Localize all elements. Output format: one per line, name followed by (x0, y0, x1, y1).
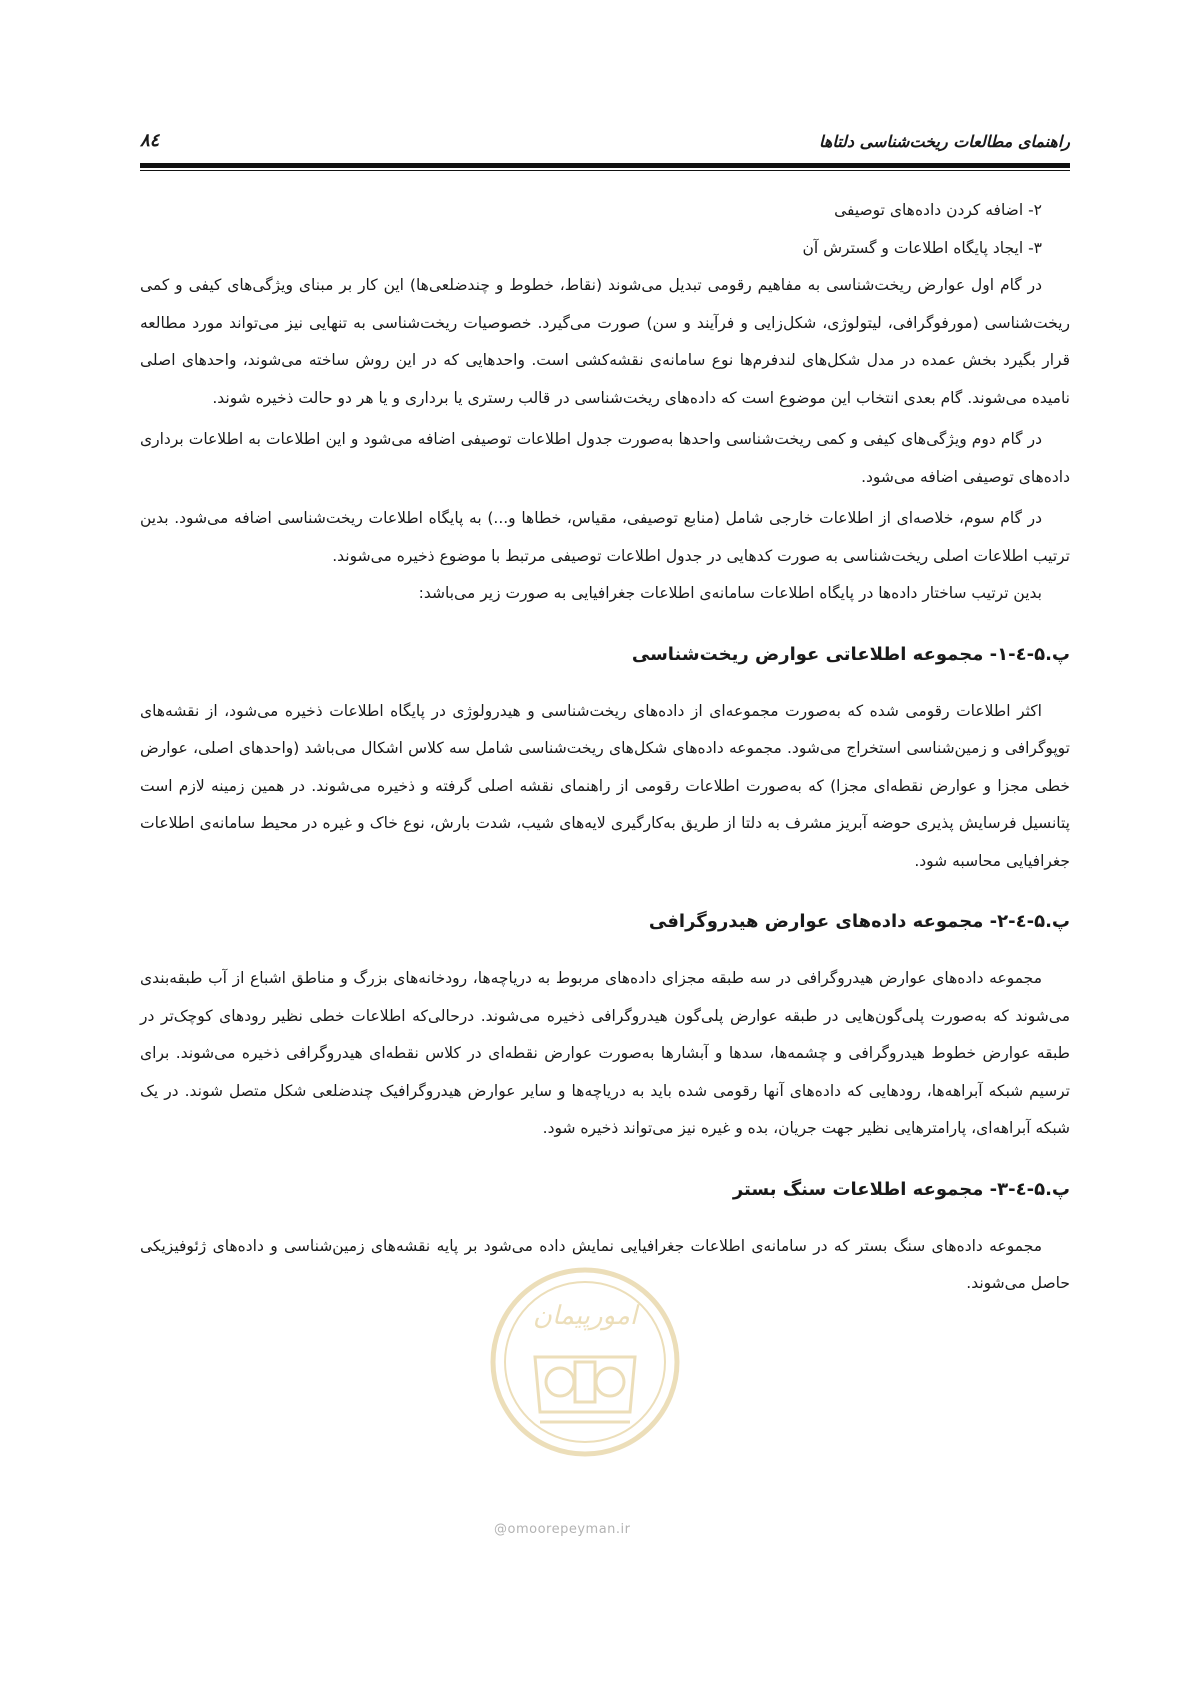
page-number: ۸٤ (140, 130, 160, 151)
paragraph: در گام دوم ویژگی‌های کیفی و کمی ریخت‌شناسی واحدها به‌صورت جدول اطلاعات توصیفی اضافه می‌شود و این اطلاعات به اطلاعات برداری داده‌های توصیفی اضافه می‌شود. (140, 430, 1070, 486)
header-rule-thin (140, 170, 1070, 171)
paragraph: مجموعه داده‌های سنگ بستر که در سامانه‌ی اطلاعات جغرافیایی نمایش داده می‌شود بر پایه نقشه‌های زمین‌شناسی و داده‌های ژئوفیزیکی حاصل می‌شوند. (140, 1236, 1070, 1292)
paragraph: اکثر اطلاعات رقومی شده که به‌صورت مجموعه‌ای از داده‌های ریخت‌شناسی و هیدرولوژی در پایگاه اطلاعات ذخیره می‌شود، از نقشه‌های توپوگرافی و زمین‌شناسی استخراج می‌شود. مجموعه داده‌های شکل‌های ریخت‌شناسی شامل سه کلاس اشکال می‌باشد (واحدهای اصلی، عوارض خطی مجزا و عوارض نقطه‌ای مجزا) که به‌صورت اطلاعات رقومی از راهنمای نقشه اصلی گرفته و ذخیره می‌شوند. در همین زمینه لازم است پتانسیل فرسایش پذیری حوضه آبریز مشرف به دلتا از طریق به‌کارگیری لایه‌های شیب، شدت بارش، نوع خاک و غیره در محیط سامانه‌ی اطلاعات جغرافیایی محاسبه شود. (140, 701, 1070, 870)
body-text (140, 192, 1070, 1303)
at-icon: @ (494, 1522, 508, 1537)
header-title: راهنمای مطالعات ریخت‌شناسی دلتاها (819, 132, 1070, 151)
paragraph: بدین ترتیب ساختار داده‌ها در پایگاه اطلاعات سامانه‌ی اطلاعات جغرافیایی به صورت زیر می‌باشد: (418, 584, 1042, 602)
section-heading: پ.۵-٤-۳- مجموعه اطلاعات سنگ بستر (732, 1178, 1070, 1200)
header-rule-thick (140, 163, 1070, 168)
list-item: ۲- اضافه کردن داده‌های توصیفی (834, 201, 1042, 219)
section-heading: پ.۵-٤-۱- مجموعه اطلاعاتی عوارض ریخت‌شناسی (631, 643, 1070, 665)
running-header (140, 126, 1070, 162)
list-item: ۳- ایجاد پایگاه اطلاعات و گسترش آن (802, 238, 1042, 257)
watermark-site: @omoorepeyman.ir (494, 1522, 631, 1537)
watermark-logo-text: امورپیمان (532, 1301, 638, 1331)
section-heading: پ.۵-٤-۲- مجموعه داده‌های عوارض هیدروگرافی (648, 911, 1070, 932)
paragraph: مجموعه داده‌های عوارض هیدروگرافی در سه طبقه مجزای داده‌های مربوط به دریاچه‌ها، رودخانه‌های بزرگ و مناطق اشباع از آب طبقه‌بندی می‌شوند که به‌صورت پلی‌گون‌هایی در طبقه عوارض پلی‌گون هیدروگرافی ذخیره می‌شوند. درحالی‌که اطلاعات خطی نظیر رودهای کوچک‌تر در طبقه عوارض خطوط هیدروگرافی و چشمه‌ها، سدها و آبشارها به‌صورت عوارض نقطه‌ای در کلاس نقطه‌ای هیدروگرافی ذخیره می‌شوند. برای ترسیم شبکه آبراهه‌ها، رودهایی که داده‌های آنها رقومی شده باید به دریاچه‌ها و سایر عوارض هیدروگرافیک چندضلعی شکل متصل شوند. در یک شبکه آبراهه‌ای، پارامترهایی نظیر جهت جریان، بده و غیره نیز می‌تواند ذخیره شود. (140, 969, 1070, 1137)
watermark-logo (480, 1262, 690, 1462)
paragraph: در گام اول عوارض ریخت‌شناسی به مفاهیم رقومی تبدیل می‌شوند (نقاط، خطوط و چندضلعی‌ها) این کار بر مبنای ویژگی‌های کیفی و کمی ریخت‌شناسی (مورفوگرافی، لیتولوژی، شکل‌زایی و فرآیند و سن) صورت می‌گیرد. خصوصیات ریخت‌شناسی به تنهایی نیز می‌تواند مورد مطالعه قرار بگیرد بخش عمده در مدل شکل‌های لندفرم‌ها نوع سامانه‌ی نقشه‌کشی است. واحدهایی که در این روش ساخته می‌شوند، واحدهای اصلی نامیده می‌شوند. گام بعدی انتخاب این موضوع است که داده‌های ریخت‌شناسی در قالب رستری یا برداری و یا هر دو حالت ذخیره شوند. (140, 276, 1070, 407)
paragraph: در گام سوم، خلاصه‌ای از اطلاعات خارجی شامل (منابع توصیفی، مقیاس، خطاها و...) به پایگاه اطلاعات ریخت‌شناسی اضافه می‌شود. بدین ترتیب اطلاعات اصلی ریخت‌شناسی به صورت کدهایی در جدول اطلاعات توصیفی مرتبط با موضوع ذخیره می‌شوند. (140, 509, 1070, 565)
